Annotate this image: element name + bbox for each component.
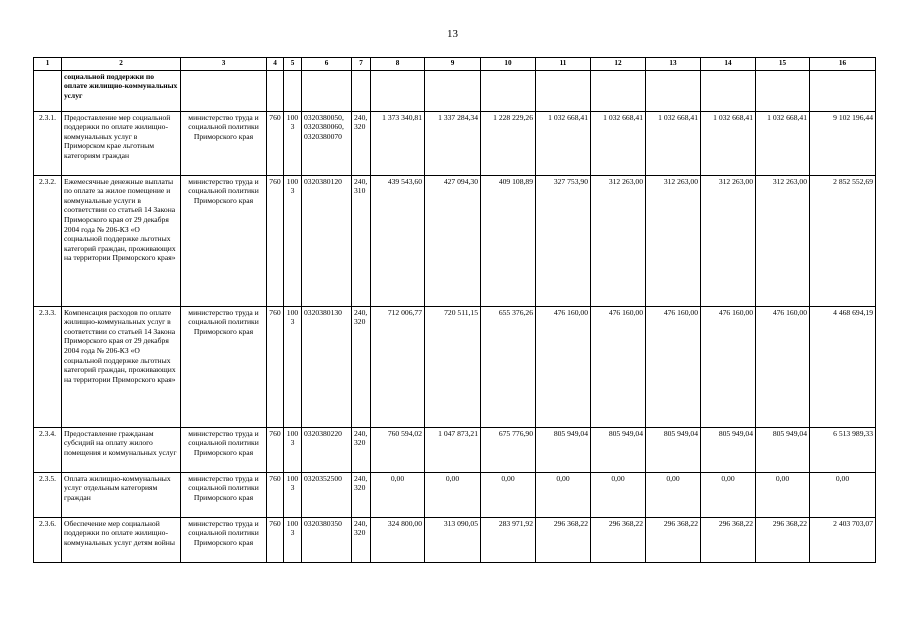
code-cell [302,70,352,111]
value-cell: 283 971,92 [481,517,536,562]
value-cell [756,70,810,111]
row-number-cell: 2.3.1. [34,111,62,175]
row-name-cell: Обеспечение мер социальной поддержки по оплате жилищно-коммунальных услуг детям войны [62,517,181,562]
row-name-cell: социальной поддержки по оплате жилищно-коммунальных услуг [62,70,181,111]
value-cell: 439 543,60 [371,175,425,306]
value-cell: 476 160,00 [701,306,756,427]
code-cell: 1003 [284,427,302,472]
code-line: 0320380220 [304,428,342,438]
header-cell: 15 [756,58,810,71]
budget-table [33,57,876,563]
code-line: 0320380120 [304,176,342,186]
table-row [34,111,876,175]
code-cell [352,111,371,175]
header-cell: 7 [352,58,371,71]
code-cell [302,427,352,472]
value-cell: 476 160,00 [591,306,646,427]
header-row [34,58,876,71]
value-cell [646,70,701,111]
header-cell: 10 [481,58,536,71]
value-cell: 0,00 [425,472,481,517]
value-cell: 675 776,90 [481,427,536,472]
value-cell: 476 160,00 [756,306,810,427]
value-cell: 1 032 668,41 [591,111,646,175]
header-cell: 4 [267,58,284,71]
row-number-cell: 2.3.6. [34,517,62,562]
code-line: 0320380070 [304,131,342,141]
code-line: 320 [354,317,366,327]
code-line: 240, [354,473,368,483]
row-number-cell: 2.3.4. [34,427,62,472]
code-line: 0320380050, [304,112,344,122]
header-cell: 5 [284,58,302,71]
executor-cell: министерство труда и социальной политики Приморского края [181,175,267,306]
code-cell: 760 [267,175,284,306]
value-cell: 312 263,00 [756,175,810,306]
value-cell [536,70,591,111]
code-cell [352,517,371,562]
value-cell: 720 511,15 [425,306,481,427]
row-number-cell: 2.3.3. [34,306,62,427]
row-name-cell: Ежемесячные денежные выплаты по оплате за жилое помещение и коммунальные услуги в соответствии со статьей 14 Закона Приморского края от 29 декабря 2004 года № 206-КЗ «О социальной поддержке льготных категорий граждан, проживающих на территории Приморского края» [62,175,181,306]
value-cell: 805 949,04 [591,427,646,472]
header-cell: 13 [646,58,701,71]
executor-cell: министерство труда и социальной политики Приморского края [181,472,267,517]
value-cell: 1 228 229,26 [481,111,536,175]
value-cell: 2 852 552,69 [810,175,876,306]
value-cell: 805 949,04 [756,427,810,472]
value-cell: 6 513 989,33 [810,427,876,472]
row-name-cell: Оплата жилищно-коммунальных услуг отдельным категориям граждан [62,472,181,517]
code-cell: 760 [267,517,284,562]
value-cell: 0,00 [371,472,425,517]
code-cell [352,70,371,111]
executor-cell: министерство труда и социальной политики Приморского края [181,427,267,472]
value-cell: 427 094,30 [425,175,481,306]
code-cell: 760 [267,306,284,427]
value-cell: 296 368,22 [701,517,756,562]
value-cell: 2 403 703,07 [810,517,876,562]
code-cell: 1003 [284,175,302,306]
value-cell: 476 160,00 [536,306,591,427]
value-cell: 0,00 [646,472,701,517]
code-line: 240, [354,428,368,438]
code-line: 0320380060, [304,122,344,132]
value-cell: 0,00 [591,472,646,517]
code-line: 320 [354,528,366,538]
value-cell: 4 468 694,19 [810,306,876,427]
table-row [34,472,876,517]
table-row [34,175,876,306]
header-cell: 3 [181,58,267,71]
code-line: 0320380350 [304,518,342,528]
table-row [34,517,876,562]
code-cell: 1003 [284,306,302,427]
value-cell: 805 949,04 [646,427,701,472]
value-cell: 327 753,90 [536,175,591,306]
code-line: 310 [354,186,366,196]
code-cell [302,111,352,175]
header-cell: 12 [591,58,646,71]
value-cell: 296 368,22 [536,517,591,562]
executor-cell: министерство труда и социальной политики Приморского края [181,306,267,427]
value-cell [371,70,425,111]
value-cell: 324 800,00 [371,517,425,562]
row-name-cell: Компенсация расходов по оплате жилищно-коммунальных услуг в соответствии со статьей 14 Закона Приморского края от 29 декабря 2004 года № 206-КЗ «О социальной поддержке льготных категорий граждан, проживающих на территории Приморского края» [62,306,181,427]
value-cell: 312 263,00 [591,175,646,306]
value-cell: 9 102 196,44 [810,111,876,175]
code-line: 0320352500 [304,473,342,483]
value-cell: 0,00 [810,472,876,517]
value-cell [701,70,756,111]
code-cell [302,175,352,306]
code-cell [284,70,302,111]
header-cell: 8 [371,58,425,71]
header-cell: 6 [302,58,352,71]
code-cell: 760 [267,111,284,175]
value-cell: 0,00 [701,472,756,517]
code-cell: 1003 [284,472,302,517]
row-number-cell: 2.3.2. [34,175,62,306]
header-cell: 11 [536,58,591,71]
code-cell [302,517,352,562]
value-cell: 0,00 [756,472,810,517]
value-cell: 296 368,22 [591,517,646,562]
value-cell: 1 032 668,41 [646,111,701,175]
code-cell [267,70,284,111]
code-cell: 1003 [284,517,302,562]
executor-cell: министерство труда и социальной политики Приморского края [181,517,267,562]
table-row [34,427,876,472]
value-cell: 1 032 668,41 [701,111,756,175]
value-cell [810,70,876,111]
executor-cell [181,70,267,111]
value-cell: 1 047 873,21 [425,427,481,472]
value-cell: 476 160,00 [646,306,701,427]
value-cell: 313 090,05 [425,517,481,562]
row-number-cell: 2.3.5. [34,472,62,517]
value-cell: 296 368,22 [646,517,701,562]
code-line: 240, [354,176,368,186]
code-cell [352,306,371,427]
header-cell: 9 [425,58,481,71]
value-cell: 805 949,04 [536,427,591,472]
code-cell [352,472,371,517]
value-cell: 712 006,77 [371,306,425,427]
value-cell [481,70,536,111]
code-cell: 760 [267,427,284,472]
header-cell: 16 [810,58,876,71]
page-number: 13 [447,28,458,40]
value-cell: 1 032 668,41 [536,111,591,175]
header-cell: 14 [701,58,756,71]
code-cell [352,427,371,472]
value-cell: 312 263,00 [646,175,701,306]
value-cell: 312 263,00 [701,175,756,306]
code-line: 320 [354,438,366,448]
value-cell: 655 376,26 [481,306,536,427]
value-cell: 0,00 [481,472,536,517]
code-cell [302,472,352,517]
code-line: 0320380130 [304,307,342,317]
code-line: 320 [354,122,366,132]
value-cell: 0,00 [536,472,591,517]
code-cell: 760 [267,472,284,517]
code-line: 240, [354,307,368,317]
row-name-cell: Предоставление мер социальной поддержки по оплате жилищно-коммунальных услуг в Приморском крае льготным категориям граждан [62,111,181,175]
code-line: 320 [354,483,366,493]
executor-cell: министерство труда и социальной политики Приморского края [181,111,267,175]
value-cell: 760 594,02 [371,427,425,472]
value-cell: 409 108,89 [481,175,536,306]
value-cell: 805 949,04 [701,427,756,472]
row-name-cell: Предоставление гражданам субсидий на оплату жилого помещения и коммунальных услуг [62,427,181,472]
value-cell: 1 337 284,34 [425,111,481,175]
continuation-row [34,70,876,111]
value-cell [425,70,481,111]
code-cell [352,175,371,306]
value-cell: 1 032 668,41 [756,111,810,175]
table-row [34,306,876,427]
code-cell [302,306,352,427]
code-line: 240, [354,112,368,122]
value-cell: 1 373 340,81 [371,111,425,175]
code-cell: 1003 [284,111,302,175]
header-cell: 1 [34,58,62,71]
value-cell [591,70,646,111]
header-cell: 2 [62,58,181,71]
code-line: 240, [354,518,368,528]
row-number-cell [34,70,62,111]
value-cell: 296 368,22 [756,517,810,562]
